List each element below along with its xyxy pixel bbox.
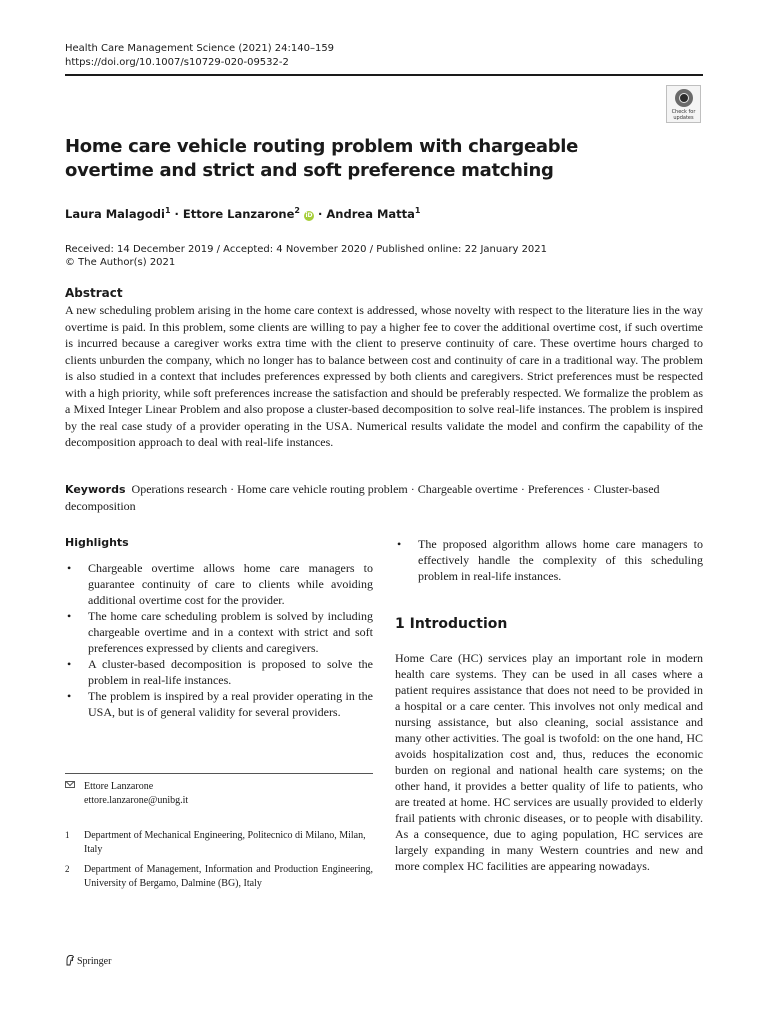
keywords-text: Operations research · Home care vehicle routing problem · Chargeable overtime · Preferences · Cluster-based decomposition bbox=[65, 482, 660, 513]
publisher-logo bbox=[65, 954, 111, 969]
affiliation-mark: 2 bbox=[65, 864, 70, 874]
publication-dates: Received: 14 December 2019 / Accepted: 4 November 2020 / Published online: 22 January 2021 bbox=[65, 244, 548, 255]
publisher-name: Springer bbox=[77, 956, 112, 967]
badge-line-1: Check for bbox=[671, 109, 696, 115]
author-separator: · bbox=[314, 206, 327, 221]
author-name: Andrea Matta bbox=[326, 206, 415, 221]
orcid-icon[interactable]: iD bbox=[305, 211, 313, 219]
keywords bbox=[65, 481, 703, 515]
bullet-icon: • bbox=[397, 537, 402, 551]
keywords-label: Keywords bbox=[65, 483, 126, 496]
author-separator: · bbox=[170, 206, 183, 221]
badge-line-2: updates bbox=[673, 115, 694, 121]
header-rule bbox=[65, 74, 703, 76]
doi-link[interactable]: https://doi.org/10.1007/s10729-020-09532-2 bbox=[65, 57, 289, 68]
highlights-list bbox=[65, 560, 373, 720]
bullet-icon: • bbox=[67, 609, 72, 623]
author-name: Laura Malagodi bbox=[65, 206, 165, 221]
paper-title: Home care vehicle routing problem with chargeable overtime and strict and soft preference matching bbox=[65, 136, 579, 181]
journal-citation: Health Care Management Science (2021) 24:140–159 bbox=[65, 43, 335, 54]
contact-name: Ettore Lanzarone bbox=[84, 781, 154, 792]
bullet-icon: • bbox=[67, 561, 72, 575]
highlight-item: • The home care scheduling problem is solved by including chargeable overtime and in a context with strict and soft preferences expressed by clients and caregivers. bbox=[67, 609, 373, 655]
affiliation-2 bbox=[65, 863, 373, 890]
check-updates-icon bbox=[675, 89, 693, 107]
introduction-text: Home Care (HC) services play an important role in modern health care systems. They can be used in all cases where a patient requires assistance that does not need to be provided in a hospital or a care center. This involves not only medical and nursing assistance, but also cleaning, social assistance and many other activities. The goal is twofold: on the one hand, HC avoids hospitalization cost and, thus, reduces the economic burden on regional and national health care systems; on the other hand, it provides a better quality of life to patients, who are treated at home. HC services are usually provided to elderly frail patients with chronic diseases, or to people with disability. As a consequence, due to aging population, HC services are largely expanding in many Western countries and new and more complex HC facilities are appearing nowadays. bbox=[395, 651, 703, 873]
affiliation-mark: 1 bbox=[65, 830, 70, 840]
springer-horse-icon bbox=[65, 954, 75, 966]
envelope-icon bbox=[65, 781, 75, 788]
highlight-item: • A cluster-based decomposition is proposed to solve the problem in real-life instances. bbox=[67, 657, 373, 687]
author-affiliation-mark: 1 bbox=[164, 206, 171, 215]
author-affiliation-mark: 1 bbox=[414, 206, 421, 215]
abstract-heading: Abstract bbox=[65, 286, 123, 300]
bullet-icon: • bbox=[67, 657, 72, 671]
author-affiliation-mark: 2 bbox=[294, 206, 300, 215]
highlight-item: • Chargeable overtime allows home care managers to guarantee continuity of care to clients while avoiding additional overtime cost for the provider. bbox=[67, 561, 373, 607]
author-list bbox=[65, 203, 421, 222]
highlights-heading: Highlights bbox=[65, 536, 129, 549]
bullet-icon: • bbox=[67, 689, 72, 703]
highlights-list-continued bbox=[395, 536, 703, 584]
corresponding-author bbox=[65, 780, 373, 807]
footnote-rule bbox=[65, 773, 373, 774]
check-for-updates-badge[interactable] bbox=[666, 85, 701, 123]
affiliation-text: Department of Management, Information and Production Engineering, University of Bergamo, Dalmine (BG), Italy bbox=[84, 864, 373, 889]
affiliation-text: Department of Mechanical Engineering, Politecnico di Milano, Milan, Italy bbox=[84, 830, 366, 855]
section-heading-introduction: 1 Introduction bbox=[395, 616, 508, 632]
contact-email[interactable]: ettore.lanzarone@unibg.it bbox=[84, 794, 189, 806]
highlight-item: • The problem is inspired by a real provider operating in the USA, but is of general validity for several providers. bbox=[67, 689, 373, 719]
copyright-notice: © The Author(s) 2021 bbox=[65, 257, 176, 268]
affiliation-1 bbox=[65, 829, 373, 856]
abstract-text: A new scheduling problem arising in the home care context is addressed, whose novelty with respect to the literature lies in the way overtime is paid. In this problem, some clients are willing to pay a higher fee to cover the additional overtime cost, if such overtime is incurred because a caregiver works extra time with the client to preserve continuity of care. These overtime hours charged to clients unburden the company, which no longer has to balance between cost and continuity of care in a traditional way. The problem is also studied in a context that includes preferences expressed by both clients and caregivers. Strict preferences must be respected with a high priority, while soft preferences increase the satisfaction and should be preferably respected. We formalize the problem as a Mixed Integer Linear Problem and also propose a cluster-based decomposition to solve real-life instances. The problem is inspired by the real case study of a provider operating in the USA. Numerical results validate the model and confirm the capability of the decomposition approach to deal with real-life instances. bbox=[65, 303, 703, 449]
author-name: Ettore Lanzarone bbox=[182, 206, 295, 221]
highlight-item: • The proposed algorithm allows home care managers to effectively handle the complexity of this scheduling problem in real-life instances. bbox=[397, 537, 703, 583]
